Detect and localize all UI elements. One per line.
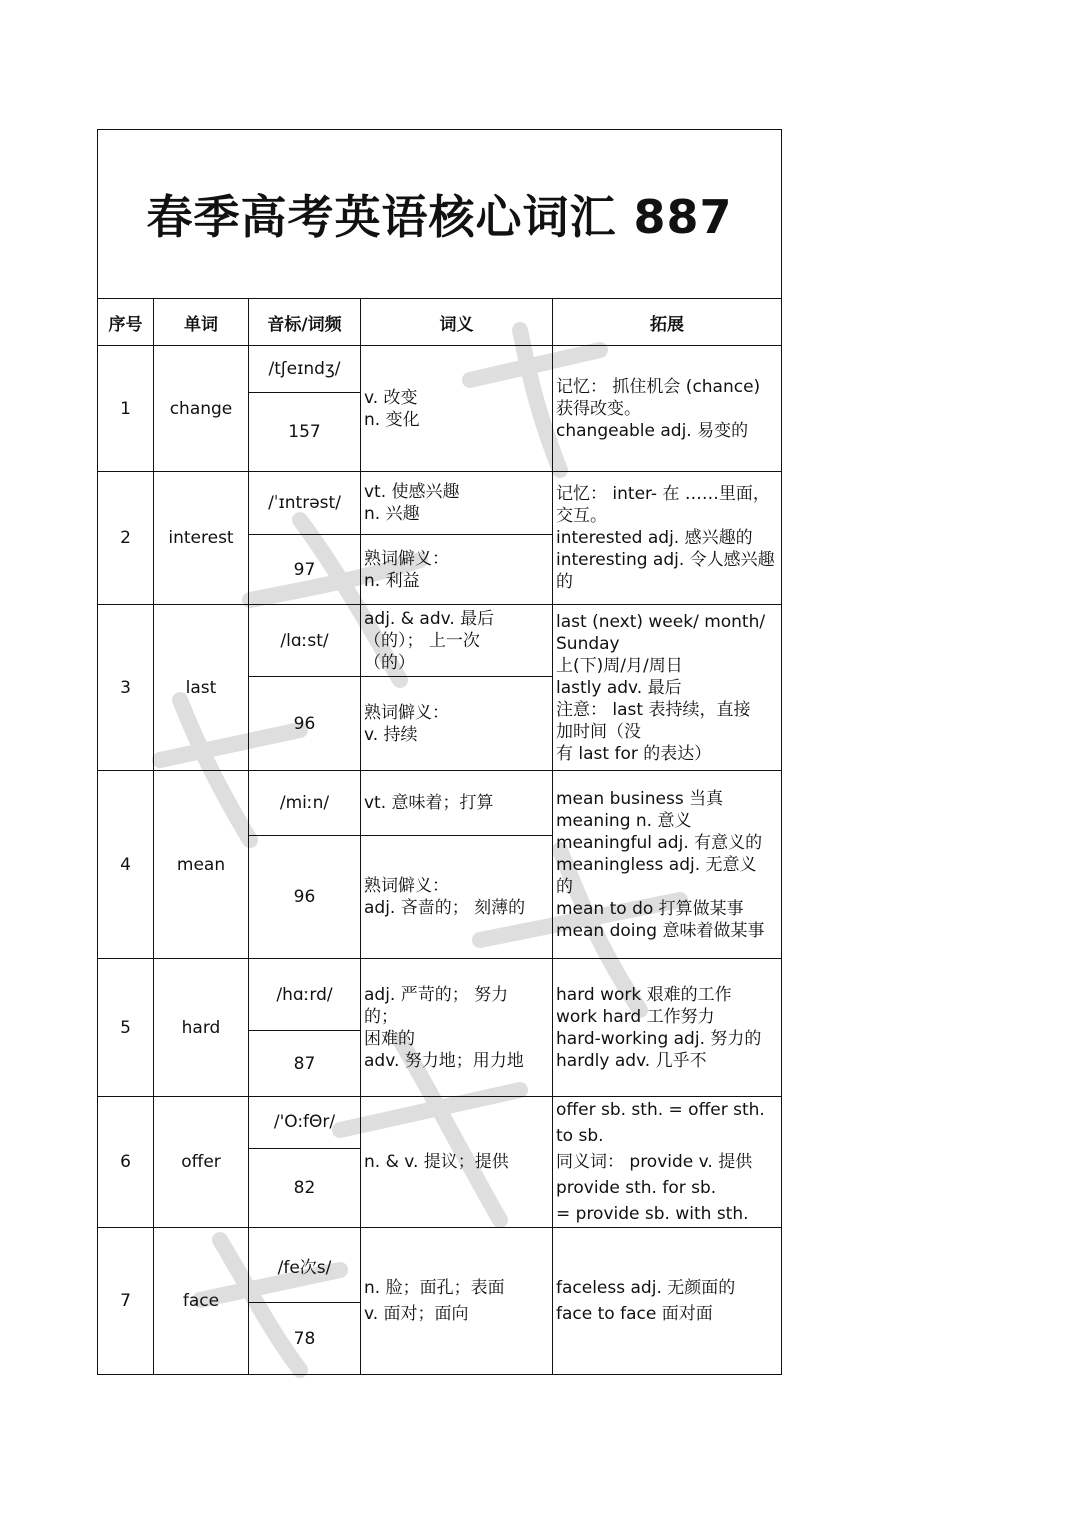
vocabulary-table bbox=[97, 129, 782, 1375]
row-no: 5 bbox=[98, 959, 154, 1097]
extension-line: interested adj. 感兴趣的 bbox=[556, 528, 753, 548]
meaning-line: n. 变化 bbox=[364, 409, 420, 430]
row-frequency: 82 bbox=[249, 1148, 361, 1227]
meaning-line: （的）； 上一次 bbox=[364, 630, 480, 651]
row-meaning bbox=[361, 959, 553, 1097]
row-extension bbox=[553, 1228, 782, 1375]
row-word: mean bbox=[154, 771, 249, 959]
extension-line: meaningless adj. 无意义 bbox=[556, 854, 757, 875]
meaning-line: 熟词僻义： bbox=[364, 548, 449, 569]
table-row bbox=[98, 346, 782, 393]
row-meaning-rare bbox=[361, 677, 553, 771]
row-meaning bbox=[361, 1228, 553, 1375]
header-phonetic: 音标/词频 bbox=[249, 299, 361, 346]
table-row bbox=[98, 472, 782, 535]
extension-line: 上(下)周/月/周日 bbox=[556, 655, 683, 676]
row-frequency: 87 bbox=[249, 1031, 361, 1097]
header-extension: 拓展 bbox=[553, 299, 782, 346]
meaning-line: vt. 使感兴趣 bbox=[364, 482, 460, 502]
row-word: hard bbox=[154, 959, 249, 1097]
extension-line: 获得改变。 bbox=[556, 398, 641, 419]
row-phonetic: /fe次s/ bbox=[249, 1228, 361, 1303]
row-frequency: 157 bbox=[249, 393, 361, 472]
meaning-line: 熟词僻义： bbox=[364, 702, 449, 723]
row-frequency: 97 bbox=[249, 535, 361, 605]
row-meaning bbox=[361, 771, 553, 836]
table-row bbox=[98, 771, 782, 836]
header-word: 单词 bbox=[154, 299, 249, 346]
extension-line: 同义词： provide v. 提供 bbox=[556, 1152, 753, 1172]
row-word: face bbox=[154, 1228, 249, 1375]
row-phonetic: /ˈɪntrəst/ bbox=[249, 472, 361, 535]
row-no: 1 bbox=[98, 346, 154, 472]
table-row bbox=[98, 959, 782, 1031]
extension-line: 记忆： 抓住机会 (chance) bbox=[556, 376, 761, 397]
meaning-line: adv. 努力地；用力地 bbox=[364, 1050, 524, 1071]
row-no: 7 bbox=[98, 1228, 154, 1375]
row-meaning bbox=[361, 472, 553, 535]
row-phonetic: /miːn/ bbox=[249, 771, 361, 836]
meaning-line: n. 兴趣 bbox=[364, 504, 420, 524]
row-word: interest bbox=[154, 472, 249, 605]
row-extension bbox=[553, 771, 782, 959]
meaning-line: v. 面对；面向 bbox=[364, 1304, 469, 1324]
meaning-line: v. 改变 bbox=[364, 387, 418, 408]
extension-line: hard work 艰难的工作 bbox=[556, 984, 732, 1005]
extension-line: lastly adv. 最后 bbox=[556, 677, 682, 698]
row-no: 6 bbox=[98, 1097, 154, 1228]
row-meaning bbox=[361, 605, 553, 677]
row-word: offer bbox=[154, 1097, 249, 1228]
meaning-line: 熟词僻义： bbox=[364, 876, 449, 896]
meaning-line: 困难的 bbox=[364, 1028, 415, 1049]
header-no: 序号 bbox=[98, 299, 154, 346]
row-extension bbox=[553, 472, 782, 605]
row-word: change bbox=[154, 346, 249, 472]
meaning-line: adj. & adv. 最后 bbox=[364, 608, 495, 629]
meaning-line: n. 脸；面孔；表面 bbox=[364, 1278, 505, 1298]
extension-line: provide sth. for sb. bbox=[556, 1178, 717, 1198]
meaning-line: 的； bbox=[364, 1006, 398, 1027]
row-meaning bbox=[361, 346, 553, 472]
row-meaning bbox=[361, 1097, 553, 1228]
row-no: 2 bbox=[98, 472, 154, 605]
meaning-line: adj. 吝啬的； 刻薄的 bbox=[364, 898, 526, 918]
extension-line: face to face 面对面 bbox=[556, 1304, 713, 1324]
row-frequency: 96 bbox=[249, 836, 361, 959]
row-word: last bbox=[154, 605, 249, 771]
row-extension bbox=[553, 1097, 782, 1228]
extension-line: meaningful adj. 有意义的 bbox=[556, 832, 763, 853]
meaning-line: n. 利益 bbox=[364, 570, 420, 591]
extension-line: mean business 当真 bbox=[556, 788, 724, 809]
extension-line: work hard 工作努力 bbox=[556, 1006, 715, 1027]
vocabulary-sheet bbox=[97, 129, 781, 1375]
table-row bbox=[98, 605, 782, 677]
extension-line: meaning n. 意义 bbox=[556, 810, 692, 831]
extension-line: mean doing 意味着做某事 bbox=[556, 920, 765, 941]
row-no: 4 bbox=[98, 771, 154, 959]
row-meaning-rare bbox=[361, 836, 553, 959]
table-header-row bbox=[98, 299, 782, 346]
extension-line: 的 bbox=[556, 572, 573, 592]
header-meaning: 词义 bbox=[361, 299, 553, 346]
row-phonetic: /tʃeɪndʒ/ bbox=[249, 346, 361, 393]
extension-line: Sunday bbox=[556, 633, 620, 654]
meaning-line: （的） bbox=[364, 652, 415, 673]
table-row bbox=[98, 1228, 782, 1303]
extension-line: 交互。 bbox=[556, 506, 607, 526]
extension-line: offer sb. sth. = offer sth. bbox=[556, 1100, 765, 1120]
row-extension bbox=[553, 346, 782, 472]
extension-line: mean to do 打算做某事 bbox=[556, 898, 744, 919]
row-phonetic: /'O:fΘr/ bbox=[249, 1097, 361, 1149]
row-frequency: 96 bbox=[249, 677, 361, 771]
table-row bbox=[98, 1097, 782, 1149]
page-title: 春季高考英语核心词汇 887 bbox=[98, 130, 782, 299]
extension-line: hard-working adj. 努力的 bbox=[556, 1028, 762, 1049]
row-no: 3 bbox=[98, 605, 154, 771]
meaning-line: n. & v. 提议；提供 bbox=[364, 1152, 509, 1172]
extension-line: to sb. bbox=[556, 1126, 604, 1146]
row-extension bbox=[553, 605, 782, 771]
extension-line: hardly adv. 几乎不 bbox=[556, 1050, 707, 1071]
extension-line: = provide sb. with sth. bbox=[556, 1204, 749, 1224]
meaning-line: vt. 意味着；打算 bbox=[364, 793, 494, 813]
extension-line: last (next) week/ month/ bbox=[556, 611, 766, 632]
extension-line: 注意： last 表持续，直接 bbox=[556, 699, 751, 720]
extension-line: interesting adj. 令人感兴趣 bbox=[556, 550, 775, 570]
row-extension bbox=[553, 959, 782, 1097]
extension-line: 有 last for 的表达） bbox=[556, 743, 712, 764]
row-phonetic: /lɑːst/ bbox=[249, 605, 361, 677]
extension-line: 加时间（没 bbox=[556, 721, 641, 742]
row-frequency: 78 bbox=[249, 1303, 361, 1375]
meaning-line: v. 持续 bbox=[364, 724, 418, 745]
extension-line: faceless adj. 无颜面的 bbox=[556, 1278, 736, 1298]
row-phonetic: /hɑːrd/ bbox=[249, 959, 361, 1031]
row-meaning-rare bbox=[361, 535, 553, 605]
meaning-line: adj. 严苛的； 努力 bbox=[364, 984, 509, 1005]
extension-line: 的 bbox=[556, 876, 573, 897]
extension-line: changeable adj. 易变的 bbox=[556, 420, 749, 441]
extension-line: 记忆： inter- 在 ……里面， bbox=[556, 484, 770, 504]
